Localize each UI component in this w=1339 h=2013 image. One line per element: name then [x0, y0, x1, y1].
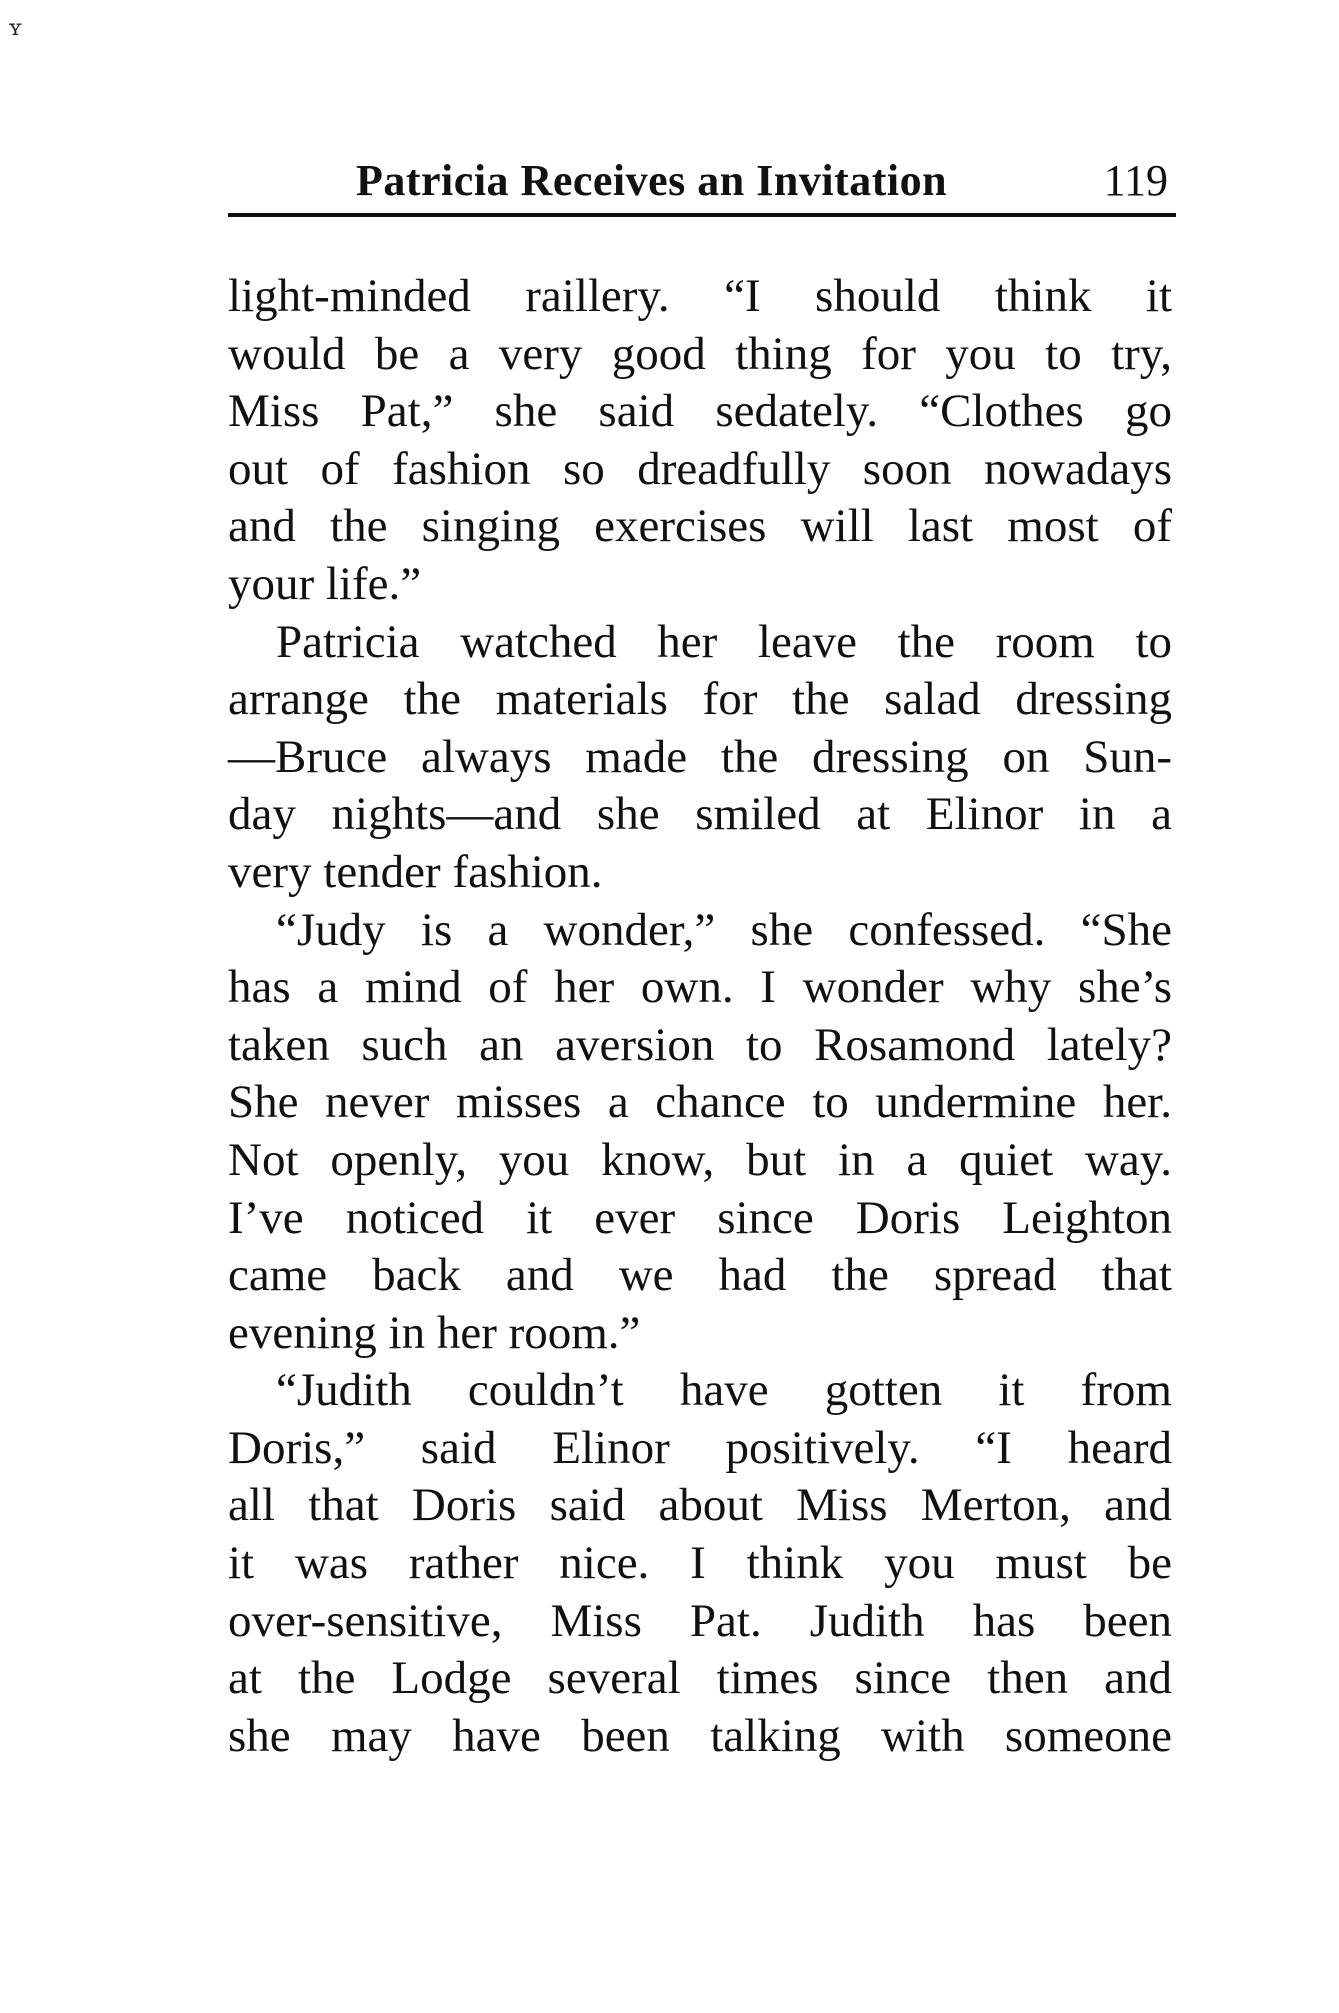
- text-line: arrange the materials for the salad dressing: [228, 673, 1172, 726]
- text-line: it was rather nice. I think you must be: [228, 1537, 1172, 1590]
- text-line: all that Doris said about Miss Merton, and: [228, 1479, 1172, 1532]
- text-line: at the Lodge several times since then and: [228, 1652, 1172, 1705]
- running-title: Patricia Receives an Invitation: [356, 156, 948, 205]
- text-line: Not openly, you know, but in a quiet way.: [228, 1133, 1172, 1186]
- text-line: “Judy is a wonder,” she confessed. “She: [276, 903, 1172, 956]
- text-line: has a mind of her own. I wonder why she’s: [228, 961, 1172, 1014]
- text-line: very tender fashion.: [228, 845, 603, 898]
- text-line: over-sensitive, Miss Pat. Judith has been: [228, 1594, 1172, 1647]
- text-line: day nights—and she smiled at Elinor in a: [228, 788, 1172, 841]
- text-line: Patricia watched her leave the room to: [276, 615, 1172, 668]
- text-line: I’ve noticed it ever since Doris Leighton: [228, 1191, 1172, 1244]
- text-line: Doris,” said Elinor positively. “I heard: [228, 1421, 1172, 1474]
- text-line: “Judith couldn’t have gotten it from: [276, 1364, 1172, 1417]
- text-line: and the singing exercises will last most of: [228, 500, 1172, 553]
- text-line: taken such an aversion to Rosamond lately?: [228, 1018, 1172, 1071]
- text-line: Miss Pat,” she said sedately. “Clothes go: [228, 385, 1172, 438]
- text-line: —Bruce always made the dressing on Sun-: [228, 730, 1172, 783]
- running-header: [228, 155, 1176, 217]
- text-line: your life.”: [228, 557, 422, 610]
- page-number: 119: [1103, 156, 1168, 205]
- text-line: would be a very good thing for you to try,: [228, 327, 1172, 380]
- text-line: evening in her room.”: [228, 1306, 641, 1359]
- text-line: out of fashion so dreadfully soon nowadays: [228, 442, 1172, 495]
- text-line: She never misses a chance to undermine her.: [228, 1076, 1172, 1129]
- text-line: she may have been talking with someone: [228, 1709, 1172, 1762]
- body-text: [228, 268, 1172, 1765]
- text-line: light-minded raillery. “I should think it: [228, 270, 1172, 322]
- text-line: came back and we had the spread that: [228, 1249, 1172, 1302]
- scan-corner-mark: ʏ: [8, 16, 23, 41]
